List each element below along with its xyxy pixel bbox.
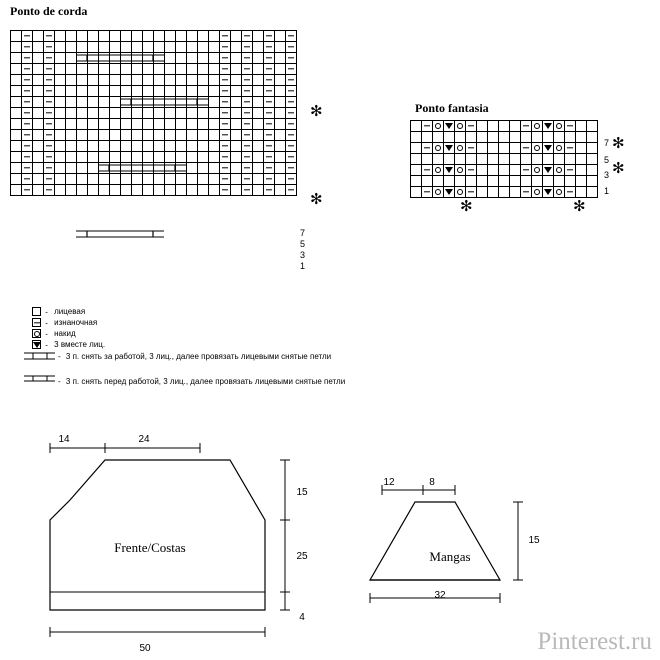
- chart-cell: [587, 132, 598, 143]
- chart-cell: [510, 187, 521, 198]
- legend-item-k3tog: [32, 340, 105, 349]
- legend-item-cable-back: [22, 350, 56, 362]
- chart-grid-fantasia: [410, 120, 598, 198]
- legend-item-yarnover: [32, 329, 76, 338]
- chart-cell: [499, 132, 510, 143]
- chart-cell: [411, 132, 422, 143]
- repeat-marker-fantasia-3: ✻: [460, 198, 473, 215]
- chart-cell: [499, 187, 510, 198]
- chart-cell: [411, 176, 422, 187]
- label-front-back: Frente/Costas: [114, 540, 186, 555]
- chart-title-fantasia: Ponto fantasia: [415, 101, 489, 115]
- chart-cell: [554, 132, 565, 143]
- chart-cell: [466, 132, 477, 143]
- legend-symbol-dash: [32, 318, 41, 327]
- chart-cell: [422, 165, 433, 176]
- legend-item-cable-front: [22, 372, 56, 384]
- chart-cell: [554, 143, 565, 154]
- chart-cell: [576, 121, 587, 132]
- chart-cell: [488, 121, 499, 132]
- chart-cell: [488, 176, 499, 187]
- legend-label-yarnover: накид: [54, 329, 76, 339]
- label-sleeve: Mangas: [429, 549, 471, 564]
- chart-cell: [576, 187, 587, 198]
- chart-cell: [477, 143, 488, 154]
- cable-back-icon: [22, 350, 56, 362]
- dim-body-top-right: 24: [138, 434, 150, 445]
- legend-dash-sep: -: [45, 318, 48, 328]
- chart-cell: [499, 154, 510, 165]
- chart-cell: [532, 187, 543, 198]
- chart-cell: [565, 121, 576, 132]
- chart-cell: [499, 176, 510, 187]
- dim-body-right-bottom: 4: [299, 612, 305, 623]
- chart-cell: [576, 154, 587, 165]
- legend-symbol-circle: [32, 329, 41, 338]
- chart-cell: [488, 132, 499, 143]
- chart-cell: [554, 154, 565, 165]
- chart-cell: [422, 176, 433, 187]
- chart-cell: [587, 165, 598, 176]
- legend-label-knit: лицевая: [54, 307, 86, 317]
- chart-cell: [433, 176, 444, 187]
- cable-front-icon: [22, 372, 56, 384]
- chart-cell: [543, 187, 554, 198]
- chart-cell: [510, 121, 521, 132]
- chart-cell: [444, 143, 455, 154]
- chart-cell: [543, 165, 554, 176]
- legend-dash-sep: -: [58, 377, 61, 386]
- row-number-corda-5: 5: [300, 239, 306, 249]
- chart-cell: [411, 121, 422, 132]
- chart-cell: [554, 176, 565, 187]
- chart-cell: [477, 132, 488, 143]
- chart-cell: [521, 165, 532, 176]
- chart-cell: [587, 187, 598, 198]
- chart-cell: [477, 187, 488, 198]
- chart-cell: [499, 165, 510, 176]
- dim-sleeve-right: 15: [528, 535, 540, 546]
- chart-cell: [554, 165, 565, 176]
- chart-cell: [444, 176, 455, 187]
- chart-cell: [587, 143, 598, 154]
- chart-cell: [521, 154, 532, 165]
- chart-cell: [565, 187, 576, 198]
- chart-cell: [433, 143, 444, 154]
- legend-label-purl: изнаночная: [54, 318, 98, 328]
- chart-cell: [411, 143, 422, 154]
- repeat-marker-fantasia-4: ✻: [573, 198, 586, 215]
- chart-cell: [444, 165, 455, 176]
- chart-cell: [444, 187, 455, 198]
- dim-body-right-mid: 25: [296, 551, 308, 562]
- dim-sleeve-top-right: 8: [429, 477, 435, 488]
- chart-cell: [455, 154, 466, 165]
- chart-cell: [521, 187, 532, 198]
- chart-cell: [521, 176, 532, 187]
- chart-cell: [521, 132, 532, 143]
- repeat-marker-fantasia-2: ✻: [612, 160, 625, 177]
- chart-cell: [422, 143, 433, 154]
- chart-cell: [411, 154, 422, 165]
- chart-cell: [488, 143, 499, 154]
- chart-cell: [422, 154, 433, 165]
- chart-cell: [477, 176, 488, 187]
- legend-label-cable-front-wrap: [58, 377, 345, 386]
- row-number-corda-7: 7: [300, 228, 306, 238]
- chart-cell: [466, 154, 477, 165]
- chart-cell: [499, 121, 510, 132]
- chart-cell: [532, 165, 543, 176]
- chart-cell: [532, 154, 543, 165]
- legend-item-purl: [32, 318, 97, 327]
- chart-cell: [455, 176, 466, 187]
- legend-symbol-square: [32, 307, 41, 316]
- legend-label-k3tog: 3 вместе лиц.: [54, 340, 106, 350]
- row-number-fantasia-3: 3: [604, 170, 610, 180]
- chart-cell: [499, 143, 510, 154]
- chart-title-corda: Ponto de corda: [10, 4, 88, 18]
- watermark: Pinterest.ru: [537, 628, 652, 655]
- chart-cell: [587, 154, 598, 165]
- chart-cell: [554, 121, 565, 132]
- chart-cell: [543, 143, 554, 154]
- chart-cell: [455, 143, 466, 154]
- row-number-corda-1: 1: [300, 261, 306, 271]
- chart-cell: [543, 121, 554, 132]
- chart-cell: [510, 143, 521, 154]
- chart-cell: [455, 165, 466, 176]
- chart-cell: [543, 132, 554, 143]
- chart-cell: [455, 121, 466, 132]
- legend-dash-sep: -: [45, 329, 48, 339]
- chart-cell: [422, 187, 433, 198]
- chart-cell: [565, 154, 576, 165]
- chart-cell: [510, 132, 521, 143]
- dim-sleeve-bottom: 32: [434, 590, 446, 601]
- chart-cell: [466, 143, 477, 154]
- repeat-marker-fantasia-1: ✻: [612, 135, 625, 152]
- repeat-marker-corda-1: ✻: [310, 103, 323, 120]
- dim-sleeve-top-left: 12: [383, 477, 395, 488]
- chart-cell: [488, 187, 499, 198]
- chart-cell: [433, 187, 444, 198]
- chart-cell: [433, 132, 444, 143]
- chart-cell: [565, 176, 576, 187]
- chart-cell: [576, 132, 587, 143]
- chart-cell: [477, 165, 488, 176]
- chart-cell: [532, 143, 543, 154]
- row-number-fantasia-5: 5: [604, 155, 610, 165]
- chart-cell: [510, 176, 521, 187]
- chart-cell: [455, 132, 466, 143]
- chart-cell: [411, 165, 422, 176]
- chart-cell: [466, 187, 477, 198]
- chart-cell: [565, 143, 576, 154]
- chart-cell: [433, 165, 444, 176]
- dim-body-top-left: 14: [58, 434, 70, 445]
- chart-cell: [521, 121, 532, 132]
- chart-cell: [488, 165, 499, 176]
- chart-cell: [422, 132, 433, 143]
- chart-cell: [444, 132, 455, 143]
- chart-cell: [444, 154, 455, 165]
- chart-cell: [455, 187, 466, 198]
- chart-cell: [477, 154, 488, 165]
- chart-cell: [565, 165, 576, 176]
- legend-dash-sep: -: [45, 307, 48, 317]
- legend-dash-sep: -: [58, 352, 61, 361]
- chart-cell: [422, 121, 433, 132]
- legend-dash-sep: -: [45, 340, 48, 350]
- cable-lines-corda: [10, 30, 300, 200]
- legend-symbol-triangle: [32, 340, 41, 349]
- chart-cell: [587, 121, 598, 132]
- legend-item-knit: [32, 307, 85, 316]
- chart-cell: [466, 121, 477, 132]
- chart-cell: [477, 121, 488, 132]
- row-number-corda-3: 3: [300, 250, 306, 260]
- chart-cell: [543, 154, 554, 165]
- legend-label-cable-back: 3 п. снять за работой, 3 лиц., далее провязать лицевыми снятые петли: [65, 352, 332, 361]
- chart-cell: [510, 154, 521, 165]
- chart-cell: [466, 176, 477, 187]
- chart-cell: [554, 187, 565, 198]
- dim-body-right-top: 15: [296, 487, 308, 498]
- chart-cell: [510, 165, 521, 176]
- row-number-fantasia-1: 1: [604, 186, 610, 196]
- chart-cell: [543, 176, 554, 187]
- chart-cell: [444, 121, 455, 132]
- legend-label-cable-front: 3 п. снять перед работой, 3 лиц., далее провязать лицевыми снятые петли: [65, 377, 346, 386]
- repeat-marker-corda-2: ✻: [310, 191, 323, 208]
- chart-cell: [466, 165, 477, 176]
- chart-cell: [488, 154, 499, 165]
- chart-cell: [433, 154, 444, 165]
- chart-cell: [576, 165, 587, 176]
- chart-cell: [532, 132, 543, 143]
- chart-cell: [532, 176, 543, 187]
- chart-cell: [532, 121, 543, 132]
- chart-cell: [521, 143, 532, 154]
- row-number-fantasia-7: 7: [604, 138, 610, 148]
- dim-body-bottom: 50: [139, 643, 151, 654]
- legend-label-cable-back-wrap: [58, 352, 331, 361]
- chart-cell: [576, 143, 587, 154]
- chart-cell: [565, 132, 576, 143]
- chart-cell: [433, 121, 444, 132]
- chart-cell: [576, 176, 587, 187]
- chart-cell: [587, 176, 598, 187]
- chart-cell: [411, 187, 422, 198]
